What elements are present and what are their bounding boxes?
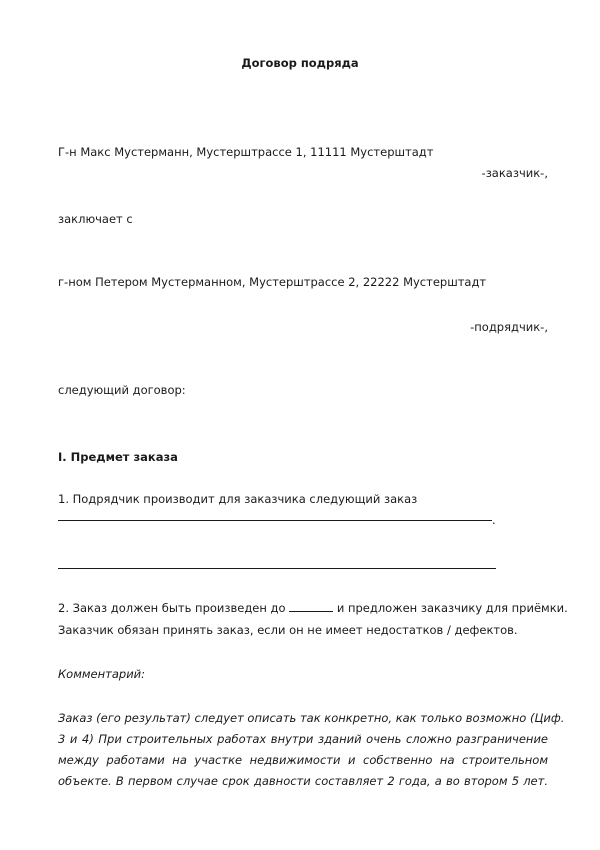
comment-line: 3 и 4) При строительных работах внутри зданий очень сложно разграничение (58, 732, 548, 746)
blank-line-1 (58, 520, 492, 521)
contractor-line: г-ном Петером Мустерманном, Мустерштрассе 2, 22222 Мустерштадт (58, 275, 487, 289)
clause2-line2: Заказчик обязан принять заказ, если он не имеет недостатков / дефектов. (58, 623, 518, 637)
customer-line: Г-н Макс Мустерманн, Мустерштрассе 1, 11111 Мустерштадт (58, 145, 434, 159)
clause2-part1: 2. Заказ должен быть произведен до (58, 601, 286, 615)
comment-line: объекте. В первом случае срок давности составляет 2 года, а во втором 5 лет. (58, 774, 548, 788)
comment-line: Заказ (его результат) следует описать так конкретно, как только возможно (Циф. (58, 711, 565, 725)
blank-line-1-end: . (492, 513, 496, 527)
comment-line: между работами на участке недвижимости и собственно на строительном (58, 753, 548, 767)
concludes-text: заключает с (58, 212, 133, 226)
following-text: следующий договор: (58, 383, 186, 397)
comment-label: Комментарий: (58, 667, 146, 681)
section1-heading: I. Предмет заказа (58, 450, 178, 464)
clause2-part2: и предложен заказчику для приёмки. (336, 601, 568, 615)
clause1-text: 1. Подрядчик производит для заказчика следующий заказ (58, 492, 418, 506)
clause2-line1 (58, 601, 568, 615)
customer-role: -заказчик-, (481, 166, 548, 180)
date-blank (289, 601, 333, 612)
document-title: Договор подряда (241, 56, 359, 70)
contractor-role: -подрядчик-, (470, 320, 548, 334)
blank-line-2 (58, 568, 496, 569)
